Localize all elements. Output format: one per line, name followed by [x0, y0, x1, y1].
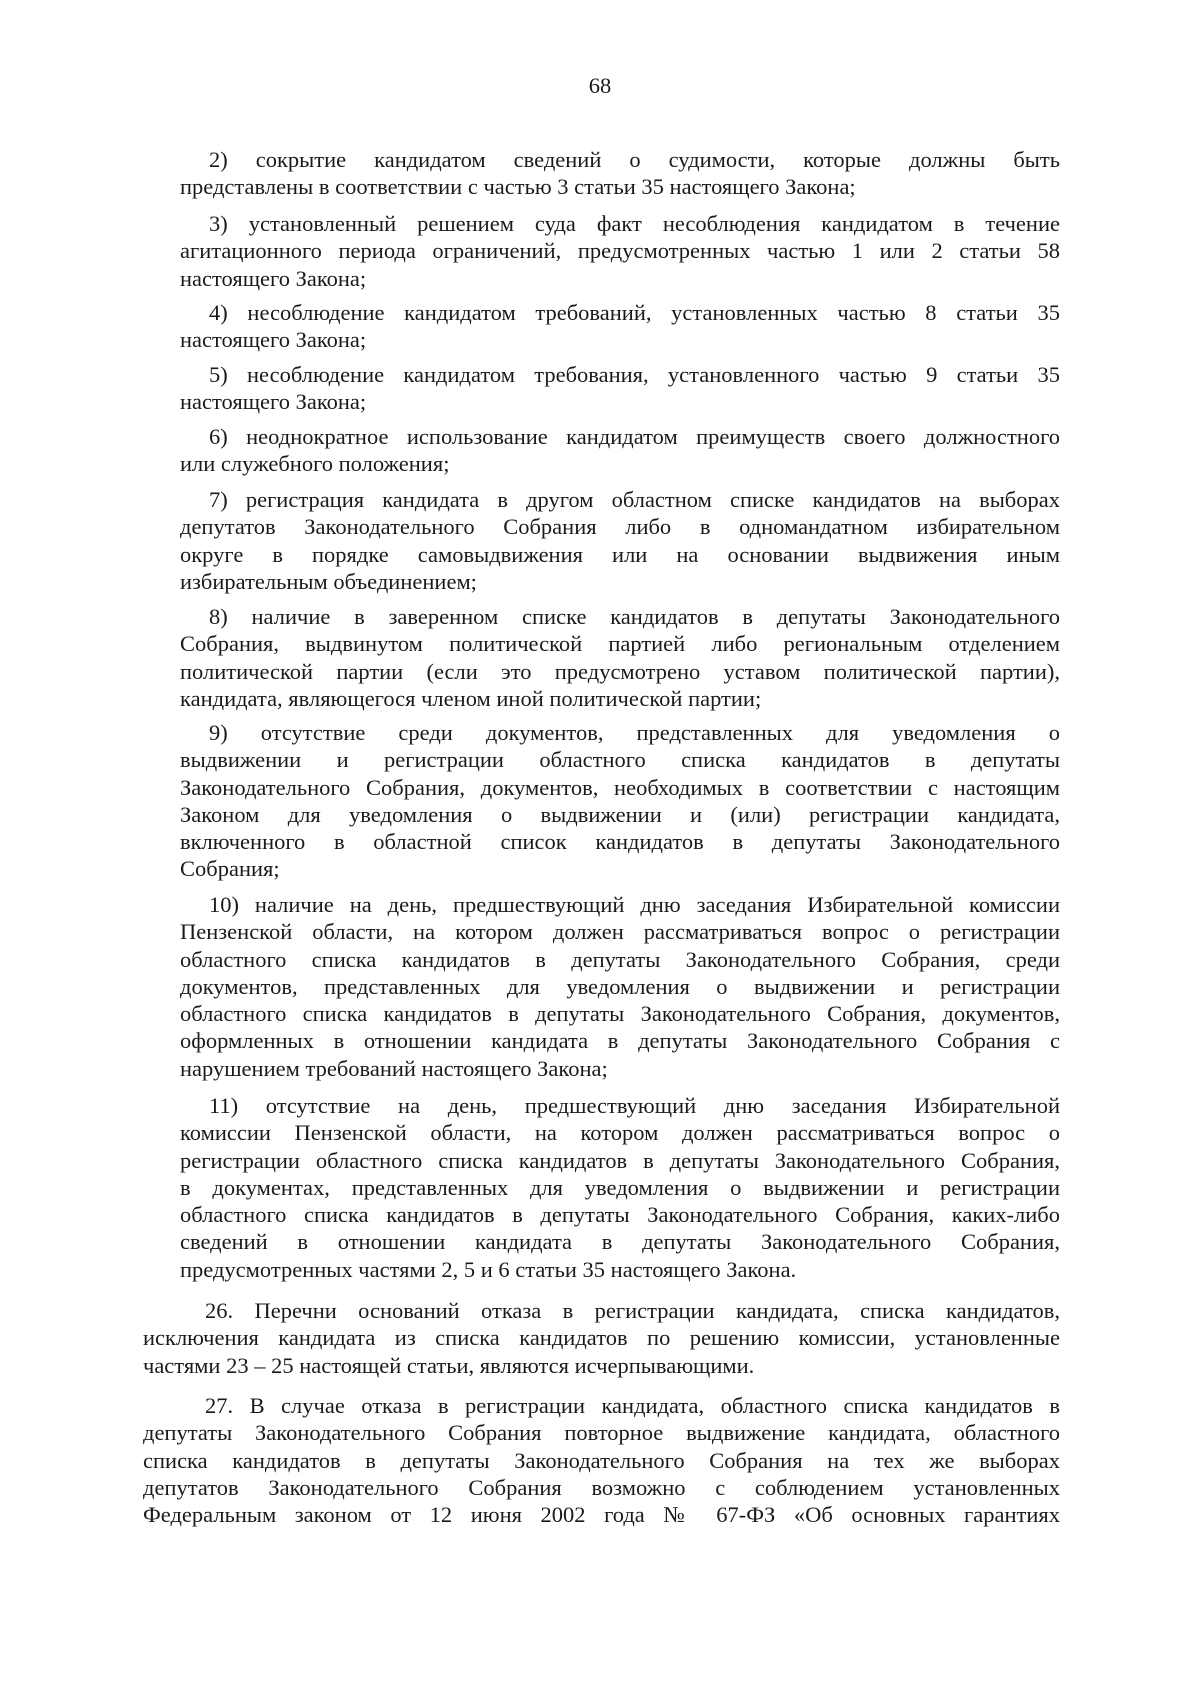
text-line: областного списка кандидатов в депутаты Законодательного Собрания, среди: [180, 946, 1060, 972]
text-line: Собрания, выдвинутом политической партией либо региональным отделением: [180, 631, 1060, 657]
text-line: округе в порядке самовыдвижения или на основании выдвижения иным: [180, 541, 1060, 567]
list-item-9: [180, 719, 1060, 883]
text-line: исключения кандидата из списка кандидатов по решению комиссии, установленные: [143, 1325, 1060, 1351]
text-line: 2) сокрытие кандидатом сведений о судимости, которые должны быть: [209, 147, 1060, 172]
text-line: предусмотренных частями 2, 5 и 6 статьи 35 настоящего Закона.: [180, 1256, 797, 1282]
text-line: 4) несоблюдение кандидатом требований, установленных частью 8 статьи 35: [209, 300, 1060, 325]
text-line: 26. Перечни оснований отказа в регистрации кандидата, списка кандидатов,: [205, 1298, 1060, 1323]
text-line: документов, представленных для уведомления о выдвижении и регистрации: [180, 973, 1060, 999]
text-line: комиссии Пензенской области, на котором должен рассматриваться вопрос о: [180, 1120, 1060, 1146]
text-line: агитационного периода ограничений, предусмотренных частью 1 или 2 статьи 58: [180, 238, 1060, 264]
page-number: 68: [588, 73, 612, 98]
text-line: Пензенской области, на котором должен рассматриваться вопрос о регистрации: [180, 919, 1060, 945]
text-line: депутатов Законодательного Собрания либо в одномандатном избирательном: [180, 514, 1060, 540]
text-line: Федеральным законом от 12 июня 2002 года № 67-ФЗ «Об основных гарантиях: [143, 1502, 1060, 1528]
text-line: депутаты Законодательного Собрания повторное выдвижение кандидата, областного: [143, 1420, 1060, 1446]
text-line: кандидата, являющегося членом иной политической партии;: [180, 685, 762, 711]
text-line: 10) наличие на день, предшествующий дню заседания Избирательной комиссии: [209, 892, 1060, 917]
text-line: представлены в соответствии с частью 3 статьи 35 настоящего Закона;: [180, 174, 856, 200]
text-line: 9) отсутствие среди документов, представленных для уведомления о: [209, 720, 1060, 745]
list-item-2: [180, 146, 1060, 201]
text-line: выдвижении и регистрации областного списка кандидатов в депутаты: [180, 747, 1060, 773]
text-line: настоящего Закона;: [180, 265, 367, 291]
text-line: сведений в отношении кандидата в депутаты Законодательного Собрания,: [180, 1229, 1060, 1255]
list-item-8: [180, 603, 1060, 712]
text-line: нарушением требований настоящего Закона;: [180, 1055, 608, 1081]
text-line: 27. В случае отказа в регистрации кандидата, областного списка кандидатов в: [205, 1393, 1060, 1418]
list-item-10: [180, 891, 1060, 1082]
text-line: настоящего Закона;: [180, 389, 367, 415]
text-line: 5) несоблюдение кандидатом требования, установленного частью 9 статьи 35: [209, 362, 1060, 387]
text-line: депутатов Законодательного Собрания возможно с соблюдением установленных: [143, 1474, 1060, 1500]
text-line: или служебного положения;: [180, 451, 450, 477]
text-line: 3) установленный решением суда факт несоблюдения кандидатом в течение: [209, 211, 1060, 236]
text-line: областного списка кандидатов в депутаты Законодательного Собрания, документов,: [180, 1001, 1060, 1027]
text-line: в документах, представленных для уведомления о выдвижении и регистрации: [180, 1174, 1060, 1200]
text-line: Собрания;: [180, 856, 280, 882]
list-item-6: [180, 423, 1060, 478]
text-line: регистрации областного списка кандидатов в депутаты Законодательного Собрания,: [180, 1147, 1060, 1173]
text-line: оформленных в отношении кандидата в депутаты Законодательного Собрания с: [180, 1028, 1060, 1054]
text-line: областного списка кандидатов в депутаты Законодательного Собрания, каких-либо: [180, 1202, 1060, 1228]
text-line: 7) регистрация кандидата в другом областном списке кандидатов на выборах: [209, 487, 1060, 512]
text-line: политической партии (если это предусмотрено уставом политической партии),: [180, 658, 1060, 684]
text-line: 8) наличие в заверенном списке кандидатов в депутаты Законодательного: [209, 604, 1060, 629]
list-item-11: [180, 1092, 1060, 1283]
text-line: списка кандидатов в депутаты Законодательного Собрания на тех же выборах: [143, 1447, 1060, 1473]
list-item-5: [180, 361, 1060, 416]
paragraph-27: [143, 1392, 1060, 1528]
text-line: 6) неоднократное использование кандидатом преимуществ своего должностного: [209, 424, 1060, 449]
text-line: включенного в областной список кандидатов в депутаты Законодательного: [180, 829, 1060, 855]
text-line: Законом для уведомления о выдвижении и (или) регистрации кандидата,: [180, 801, 1060, 827]
text-line: частями 23 – 25 настоящей статьи, являются исчерпывающими.: [143, 1352, 755, 1378]
text-line: избирательным объединением;: [180, 568, 477, 594]
text-line: настоящего Закона;: [180, 327, 367, 353]
paragraph-26: [143, 1297, 1060, 1379]
list-item-4: [180, 299, 1060, 354]
list-item-3: [180, 210, 1060, 292]
text-line: Законодательного Собрания, документов, необходимых в соответствии с настоящим: [180, 774, 1060, 800]
list-item-7: [180, 486, 1060, 595]
text-line: 11) отсутствие на день, предшествующий дню заседания Избирательной: [209, 1093, 1060, 1118]
